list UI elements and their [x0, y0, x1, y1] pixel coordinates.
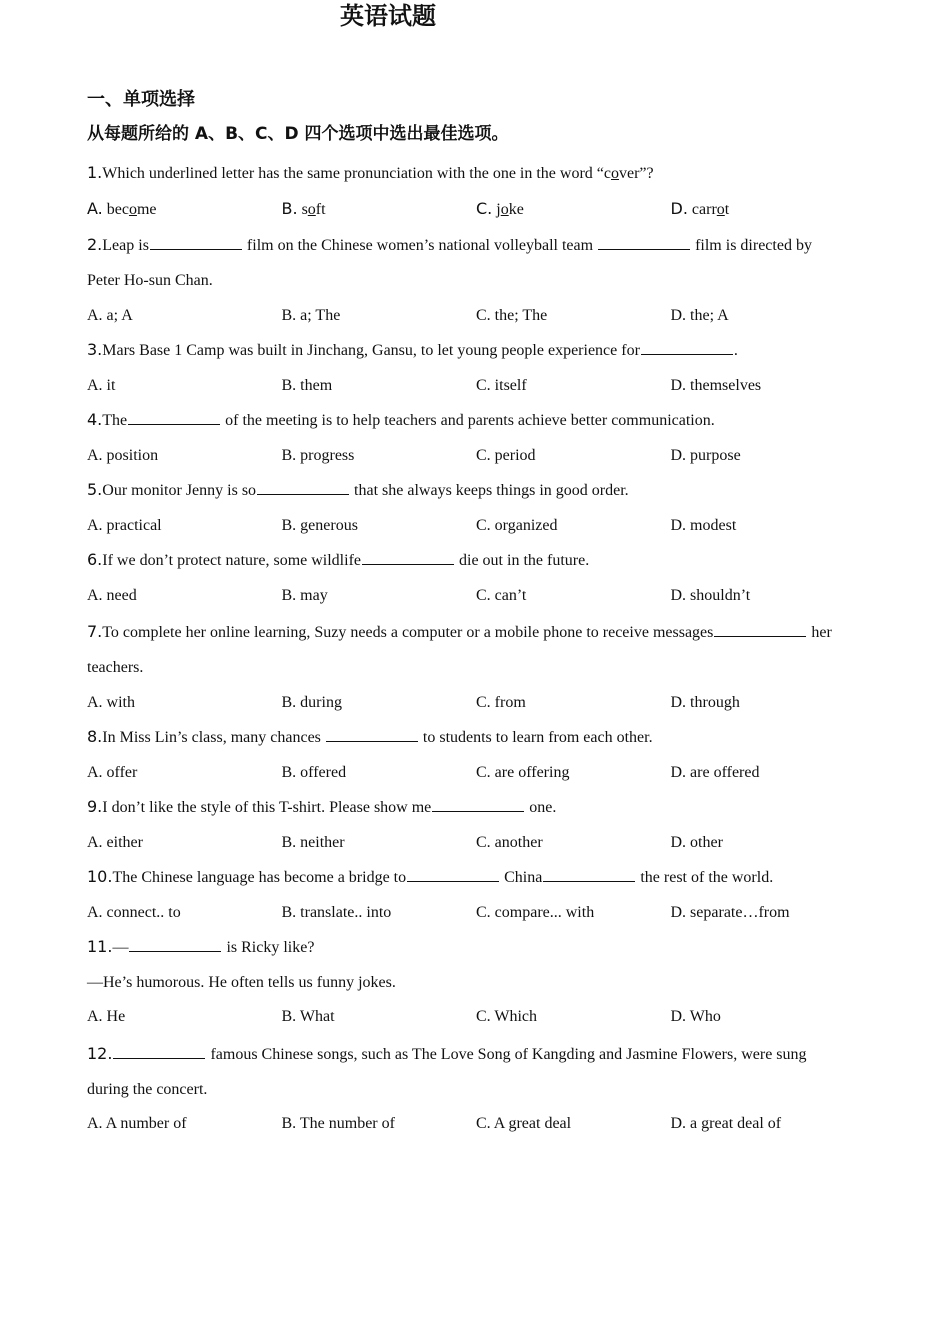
option-c[interactable]: C. are offering [476, 763, 570, 781]
option-c[interactable]: C. from [476, 693, 526, 711]
question-number: 4. [87, 410, 103, 429]
options-row [87, 686, 877, 721]
option-b[interactable]: B. progress [281, 446, 355, 464]
option-a[interactable]: A. a; A [87, 306, 133, 324]
options-row [87, 1000, 877, 1035]
option-d[interactable]: D. Who [670, 1008, 721, 1025]
question-number: 11. [87, 937, 113, 956]
option-d[interactable]: D. purpose [670, 446, 741, 464]
option-a[interactable]: A. become [87, 198, 157, 218]
answer-blank[interactable] [598, 235, 690, 250]
question-number: 7. [87, 622, 103, 641]
question-number: 6. [87, 550, 103, 569]
question-9 [87, 790, 877, 860]
option-d[interactable]: D. the; A [670, 306, 729, 324]
question-stem: 2.Leap is film on the Chinese women’s national volleyball team film is directed by [87, 235, 812, 254]
question-stem: 3.Mars Base 1 Camp was built in Jinchang, Gansu, to let young people experience for . [87, 340, 738, 359]
question-stem-continued: teachers. [87, 659, 144, 676]
question-number: 8. [87, 727, 103, 746]
option-c[interactable]: C. A great deal [476, 1115, 572, 1132]
option-b[interactable]: B. a; The [281, 306, 341, 324]
option-a[interactable]: A. offer [87, 763, 138, 781]
option-c[interactable]: C. joke [476, 198, 524, 218]
question-number: 5. [87, 480, 103, 499]
option-a[interactable]: A. practical [87, 516, 162, 534]
option-a[interactable]: A. either [87, 833, 143, 851]
option-a[interactable]: A. it [87, 376, 116, 394]
question-number: 3. [87, 340, 103, 359]
question-number: 12. [87, 1043, 113, 1063]
answer-blank[interactable] [714, 622, 806, 637]
option-b[interactable]: B. translate.. into [281, 903, 392, 921]
question-stem: 12. famous Chinese songs, such as The Love Song of Kangding and Jasmine Flowers, were sung [87, 1043, 807, 1063]
question-stem: 8.In Miss Lin’s class, many chances to students to learn from each other. [87, 727, 653, 746]
question-stem: 7.To complete her online learning, Suzy needs a computer or a mobile phone to receive messages her [87, 622, 832, 641]
option-b[interactable]: B. may [281, 586, 328, 604]
question-stem: 6.If we don’t protect nature, some wildlife die out in the future. [87, 550, 590, 569]
options-row [87, 756, 877, 791]
answer-blank[interactable] [432, 797, 524, 812]
option-d[interactable]: D. modest [670, 516, 737, 534]
option-a[interactable]: A. position [87, 446, 159, 464]
question-5 [87, 473, 877, 543]
question-1 [87, 156, 877, 226]
question-3 [87, 333, 877, 403]
question-number: 10. [87, 867, 113, 886]
option-a[interactable]: A. with [87, 693, 135, 711]
option-b[interactable]: B. neither [281, 833, 345, 851]
option-a[interactable]: A. A number of [87, 1115, 187, 1132]
option-c[interactable]: C. period [476, 446, 536, 464]
options-row [87, 439, 877, 474]
page-title: 英语试题 [340, 2, 436, 30]
option-d[interactable]: D. other [670, 833, 723, 851]
answer-blank[interactable] [543, 867, 635, 882]
question-number: 2. [87, 235, 103, 254]
option-d[interactable]: D. are offered [670, 763, 760, 781]
options-row [87, 369, 877, 404]
question-stem-continued: Peter Ho-sun Chan. [87, 272, 213, 289]
option-b[interactable]: B. generous [281, 516, 358, 534]
options-row [87, 579, 877, 614]
question-6 [87, 543, 877, 613]
option-b[interactable]: B. The number of [281, 1115, 395, 1132]
option-b[interactable]: B. them [281, 376, 333, 394]
answer-blank[interactable] [362, 550, 454, 565]
question-4 [87, 403, 877, 473]
answer-blank[interactable] [326, 727, 418, 742]
option-c[interactable]: C. compare... with [476, 903, 595, 921]
question-10 [87, 860, 877, 930]
options-row [87, 299, 877, 334]
answer-blank[interactable] [150, 235, 242, 250]
answer-blank[interactable] [257, 480, 349, 495]
option-c[interactable]: C. another [476, 833, 543, 851]
option-b[interactable]: B. during [281, 693, 342, 711]
option-c[interactable]: C. itself [476, 376, 527, 394]
question-stem: 10.The Chinese language has become a bridge to China the rest of the world. [87, 867, 774, 886]
exam-body [87, 88, 877, 1142]
options-row [87, 192, 877, 227]
option-d[interactable]: D. shouldn’t [670, 586, 751, 604]
option-a[interactable]: A. He [87, 1008, 126, 1025]
answer-blank[interactable] [641, 340, 733, 355]
option-c[interactable]: C. can’t [476, 586, 527, 604]
question-2 [87, 226, 877, 333]
options-row [87, 826, 877, 861]
options-row [87, 1107, 877, 1142]
options-row [87, 896, 877, 931]
option-b[interactable]: B. What [281, 1008, 335, 1025]
answer-blank[interactable] [407, 867, 499, 882]
question-number: 1. [87, 163, 103, 182]
option-b[interactable]: B. offered [281, 763, 347, 781]
option-a[interactable]: A. need [87, 586, 137, 604]
question-stem: 5.Our monitor Jenny is so that she always keeps things in good order. [87, 480, 629, 499]
question-stem-continued: during the concert. [87, 1080, 208, 1098]
question-8 [87, 720, 877, 790]
option-b[interactable]: B. soft [281, 198, 326, 218]
option-d[interactable]: D. through [670, 693, 740, 711]
question-12 [87, 1035, 877, 1142]
option-c[interactable]: C. the; The [476, 306, 548, 324]
option-d[interactable]: D. themselves [670, 376, 762, 394]
options-row [87, 509, 877, 544]
answer-blank[interactable] [128, 410, 220, 425]
option-c[interactable]: C. Which [476, 1008, 538, 1025]
answer-blank[interactable] [113, 1044, 205, 1059]
option-a[interactable]: A. connect.. to [87, 903, 181, 921]
dialogue-reply: —He’s humorous. He often tells us funny jokes. [87, 973, 396, 991]
question-11 [87, 930, 877, 1035]
option-c[interactable]: C. organized [476, 516, 558, 534]
question-stem: 1.Which underlined letter has the same pronunciation with the one in the word “cover”? [87, 163, 654, 182]
option-d[interactable]: D. separate…from [670, 903, 790, 921]
question-7 [87, 613, 877, 720]
question-stem: 9.I don’t like the style of this T-shirt. Please show me one. [87, 797, 557, 816]
option-d[interactable]: D. carrot [670, 198, 730, 218]
question-number: 9. [87, 797, 103, 816]
answer-blank[interactable] [129, 937, 221, 952]
instruction-text: 从每题所给的 A、B、C、D 四个选项中选出最佳选项。 [87, 124, 509, 144]
option-d[interactable]: D. a great deal of [670, 1115, 782, 1132]
question-stem: 11.— is Ricky like? [87, 937, 315, 956]
question-stem: 4.The of the meeting is to help teachers and parents achieve better communication. [87, 410, 715, 429]
section-heading: 一、单项选择 [87, 89, 195, 110]
